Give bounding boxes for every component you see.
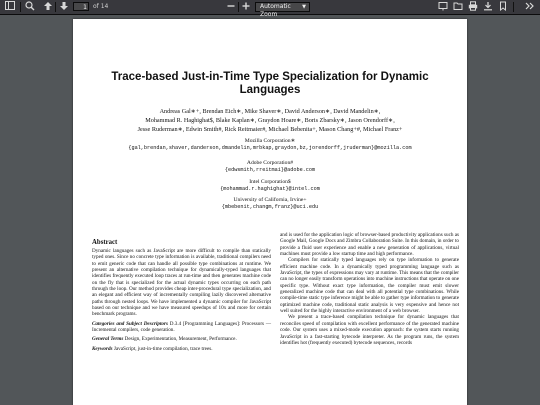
affiliation-email: {gal,brendan,shaver,danderson,dmandelin,mrbkap,graydon,bz,jorendorff,jruderman}@mozilla.com: [128, 145, 412, 152]
presentation-icon[interactable]: [437, 1, 449, 13]
intro-paragraph-2: Compilers for statically typed languages rely on type information to generate efficient machine code. In a dynamically typed programming language such as JavaScript, the types of expressions may vary at runtime. This means that the compiler can no longer easily transform operations into machine instructions that operate on one specific type. Without exact type information, the compiler must emit slower generalized machine code that can deal with all potential type combinations. While compile-time static type inference might be able to gather type information to generate optimized machine code, traditional static analysis is very expensive and hence not well suited for the highly interactive environment of a web browser.: [280, 257, 460, 315]
pdf-toolbar: [0, 0, 540, 18]
zoom-select-value: Automatic Zoom: [260, 3, 291, 18]
authors-line-1: Andreas Gal∗+, Brendan Eich∗, Mike Shaver∗, David Anderson∗, David Mandelin∗,: [159, 108, 381, 115]
bookmark-icon[interactable]: [497, 1, 509, 13]
sidebar-toggle-icon[interactable]: [4, 1, 16, 13]
author-list: [87, 107, 453, 134]
minus-icon[interactable]: [225, 1, 237, 13]
affiliation-email: {edwsmith,rreitmai}@adobe.com: [224, 167, 316, 174]
chevron-down-icon: ▼: [302, 4, 306, 10]
arrow-down-icon[interactable]: [58, 1, 70, 13]
zoom-select[interactable]: [255, 2, 310, 18]
right-column: [280, 232, 459, 346]
keywords-label: Keywords: [92, 345, 113, 352]
affiliation-mozilla: [87, 138, 453, 153]
document-viewport[interactable]: [0, 15, 540, 405]
plus-icon[interactable]: [240, 1, 252, 13]
general-terms-paragraph: [92, 336, 271, 342]
affiliation-email: {mohammad.r.haghighat}@intel.com: [220, 186, 320, 193]
general-terms-label: General Terms: [92, 336, 124, 343]
affiliation-adobe: [87, 160, 453, 175]
page-count-label: of 14: [93, 3, 109, 10]
arrow-up-icon[interactable]: [42, 1, 54, 13]
affiliation-name: Adobe Corporation#: [246, 160, 294, 166]
abstract-heading: Abstract: [92, 239, 118, 246]
intro-paragraph-3: We present a trace-based compilation technique for dynamic languages that reconciles speed of compilation with excellent performance of the generated machine code. Our system uses a mixed-mode execution approach: the system starts running JavaScript in a fast-starting bytecode interpreter. As the program runs, the system identifies hot (frequently executed) bytecode sequences, records: [280, 314, 459, 346]
left-column: [92, 238, 271, 352]
search-icon[interactable]: [24, 1, 36, 13]
intro-paragraph-1: and is used for the application logic of browser-based productivity applications such as Google Mail, Google Docs and Zimbra Collaboration Suite. In this domain, in order to provide a fluid user experience and enable a new generation of applications, virtual machines must provide a low startup time and high performance.: [280, 232, 459, 258]
affiliation-uci: [87, 197, 453, 212]
open-file-icon[interactable]: [452, 1, 464, 13]
affiliation-name: Mozilla Corporation∗: [244, 138, 296, 144]
download-icon[interactable]: [482, 1, 494, 13]
print-icon[interactable]: [467, 1, 479, 13]
authors-line-2: Mohammad R. Haghighat$, Blake Kaplan∗, Graydon Hoare∗, Boris Zbarsky∗, Jason Orendorff∗,: [145, 117, 395, 124]
authors-line-3: Jesse Ruderman∗, Edwin Smith#, Rick Reitmaier#, Michael Bebenita+, Mason Chang+#, Michael Franz+: [137, 126, 403, 133]
categories-text: D.3.4 [Programming Languages]: Processors — Incremental compilers, code generation.: [92, 320, 271, 334]
tools-icon[interactable]: [524, 1, 536, 13]
categories-label: Categories and Subject Descriptors: [92, 320, 168, 327]
page-number-input[interactable]: 1: [73, 2, 89, 11]
keywords-text: JavaScript, just-in-time compilation, trace trees.: [113, 345, 213, 352]
affiliation-name: Intel Corporation$: [249, 179, 291, 185]
affiliation-intel: [87, 179, 453, 194]
categories-paragraph: [92, 321, 271, 334]
general-terms-text: Design, Experimentation, Measurement, Performance.: [124, 336, 237, 343]
keywords-paragraph: [92, 346, 271, 352]
affiliation-name: University of California, Irvine+: [233, 197, 307, 203]
affiliation-email: {mbebenit,changm,franz}@uci.edu: [221, 204, 319, 211]
abstract-text: Dynamic languages such as JavaScript are more difficult to compile than statically typed ones. Since no concrete type information is available, traditional compilers need to emit generic code that can handle all possible type combinations at runtime. We present an alternative compilation technique for dynamically-typed languages that identifies frequently executed loop traces at run-time and then generates machine code on the fly that is specialized for the actual dynamic types occurring on each path through the loop. Our method provides cheap inter-procedural type specialization, and an elegant and efficient way of incrementally compiling lazily discovered alternative paths through nested loops. We have implemented a dynamic compiler for JavaScript based on our technique and we have measured speedups of 10x and more for certain benchmark programs.: [92, 248, 271, 318]
pdf-page: [73, 19, 467, 405]
paper-title: Trace-based Just-in-Time Type Specialization for Dynamic Languages: [111, 71, 429, 96]
